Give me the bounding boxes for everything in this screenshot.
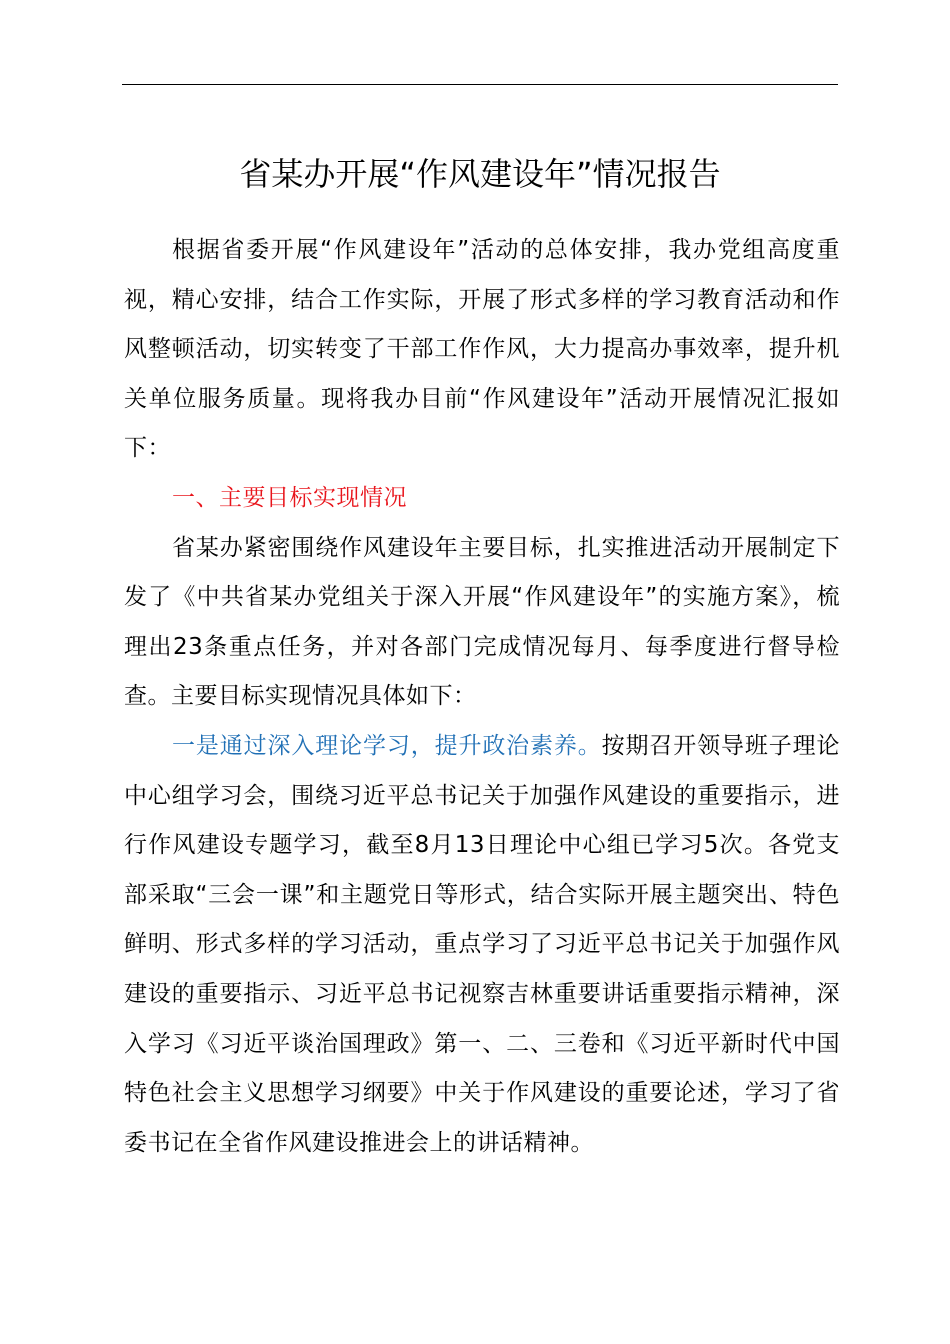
item-body-text: 按期召开领导班子理论中心组学习会，围绕习近平总书记关于加强作风建设的重要指示，进行作风建设专题学习，截至8月13日理论中心组已学习5次。各党支部采取“三会一课”和主题党日等形式，结合实际开展主题突出、特色鲜明、形式多样的学习活动，重点学习了习近平总书记关于加强作风建设的重要指示、习近平总书记视察吉林重要讲话重要指示精神，深入学习《习近平谈治国理政》第一、二、三卷和《习近平新时代中国特色社会主义思想学习纲要》中关于作风建设的重要论述，学习了省委书记在全省作风建设推进会上的讲话精神。 (124, 732, 841, 1156)
section-heading-main-goals: 一、主要目标实现情况 (172, 484, 407, 511)
document-body (124, 226, 840, 1168)
section-paragraph: 省某办紧密围绕作风建设年主要目标，扎实推进活动开展制定下发了《中共省某办党组关于深入开展“作风建设年”的实施方案》，梳理出23条重点任务，并对各部门完成情况每月、每季度进行督导检查。主要目标实现情况具体如下： (124, 534, 840, 710)
item-lead-text: 一是通过深入理论学习，提升政治素养。 (172, 732, 602, 759)
item-paragraph-theory-study (124, 722, 840, 1168)
document-title: 省某办开展“作风建设年”情况报告 (239, 155, 721, 193)
intro-paragraph: 根据省委开展“作风建设年”活动的总体安排，我办党组高度重视，精心安排，结合工作实际，开展了形式多样的学习教育活动和作风整顿活动，切实转变了干部工作作风，大力提高办事效率，提升机关单位服务质量。现将我办目前“作风建设年”活动开展情况汇报如下： (124, 237, 840, 462)
header-rule (122, 84, 838, 85)
